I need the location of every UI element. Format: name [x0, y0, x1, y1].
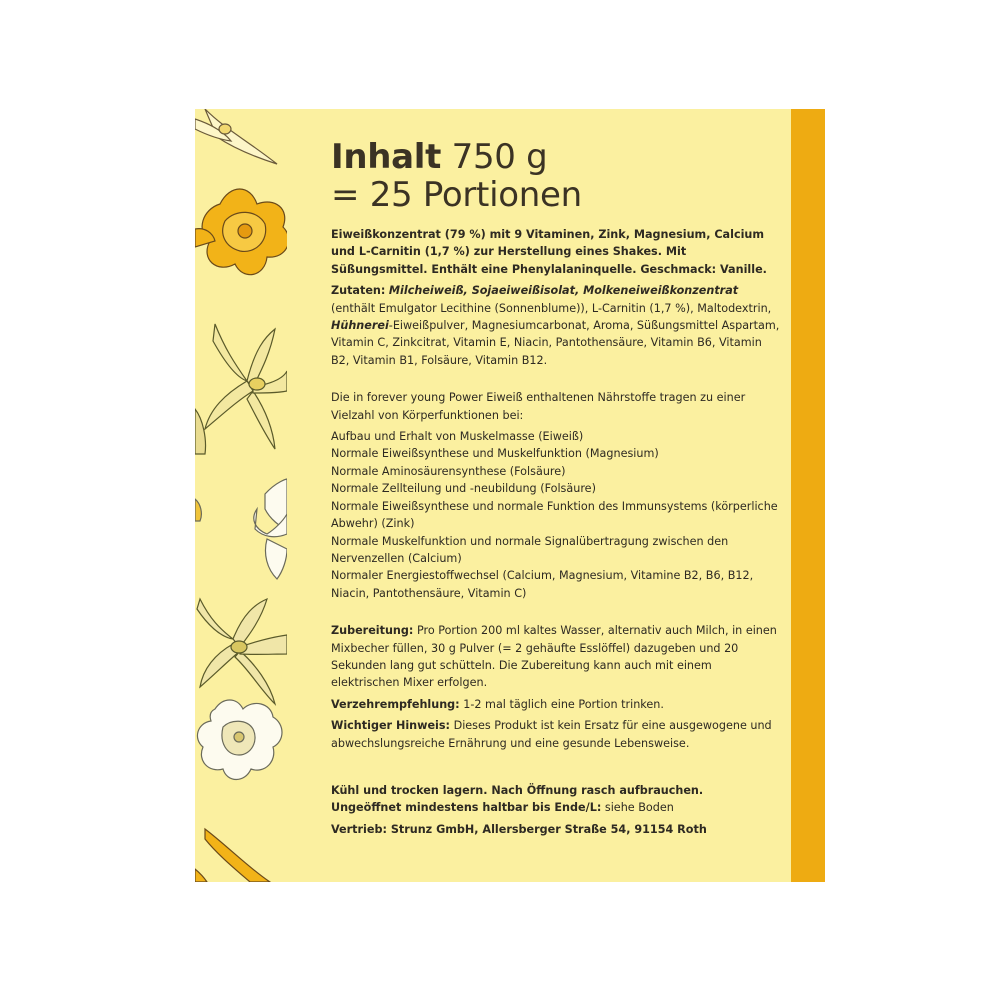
daffodil-icon — [195, 189, 287, 275]
claims-list — [331, 428, 781, 602]
claim-item: Normale Eiweißsynthese und Muskelfunktion (Magnesium) — [331, 447, 659, 461]
headline-amount: 750 g — [451, 137, 548, 177]
white-blossom-icon — [195, 479, 287, 579]
claims-intro: Die in forever young Power Eiweiß enthaltenen Nährstoffe tragen zu einer Vielzahl von Körperfunktionen bei: — [331, 391, 746, 422]
claim-item: Normale Aminosäurensynthese (Folsäure) — [331, 464, 566, 478]
flower-decoration-strip — [195, 109, 287, 882]
notice-body: Dieses Produkt ist kein Ersatz für eine ausgewogene und abwechslungsreiche Ernährung und eine gesunde Lebensweise. — [331, 719, 772, 750]
notice-label: Wichtiger Hinweis: — [331, 719, 451, 733]
claim-item: Aufbau und Erhalt von Muskelmasse (Eiweiß) — [331, 430, 584, 444]
best-before-text — [331, 799, 781, 816]
claim-item: Normale Zellteilung und -neubildung (Folsäure) — [331, 482, 596, 496]
storage-text: Kühl und trocken lagern. Nach Öffnung rasch aufbrauchen. — [331, 783, 704, 797]
ingredients-part1: (enthält Emulgator Lecithine (Sonnenblume)), L-Carnitin (1,7 %), Maltodextrin, — [331, 301, 772, 315]
ingredients-label: Zutaten: — [331, 284, 386, 298]
distributor-text: Vertrieb: Strunz GmbH, Allersberger Straße 54, 91154 Roth — [331, 822, 707, 836]
product-label-panel — [195, 109, 825, 882]
recommendation-body: 1-2 mal täglich eine Portion trinken. — [463, 697, 664, 711]
vanilla-flower-icon — [195, 109, 287, 882]
claim-item: Normale Muskelfunktion und normale Signalübertragung zwischen den Nervenzellen (Calcium) — [331, 534, 729, 565]
ingredients-text — [331, 282, 781, 369]
claim-item: Normaler Energiestoffwechsel (Calcium, Magnesium, Vitamine B2, B6, B12, Niacin, Pantothensäure, Vitamin C) — [331, 569, 754, 600]
ingredients-allergens: Milcheiweiß, Sojaeiweißisolat, Molkeneiweißkonzentrat — [388, 284, 739, 298]
notice-text — [331, 717, 781, 752]
accent-side-bar — [791, 109, 825, 882]
claim-item: Normale Eiweißsynthese und normale Funktion des Immunsystems (körperliche Abwehr) (Zink) — [331, 499, 778, 531]
preparation-body: Pro Portion 200 ml kaltes Wasser, alternativ auch Milch, in einen Mixbecher füllen, 30 g Pulver (= 2 gehäufte Esslöffel) dazugeben und 20 Sekunden lang gut schütteln. Die Zubereitung kann auch mit einem elektrischen Mixer erfolgen. — [331, 624, 777, 690]
recommendation-text — [331, 696, 781, 713]
ingredients-part2: -Eiweißpulver, Magnesiumcarbonat, Aroma, Süßungsmittel Aspartam, Vitamin C, Zinkcitrat, Vitamin E, Niacin, Pantothensäure, Vitamin B6, Vitamin B2, Vitamin B1, Folsäure, Vitamin B12. — [331, 319, 780, 367]
headline-word: Inhalt — [331, 137, 442, 177]
ingredients-allergen-egg: Hühnerei — [331, 319, 389, 333]
product-description: Eiweißkonzentrat (79 %) mit 9 Vitaminen, Zink, Magnesium, Calcium und L-Carnitin (1,7 %) zur Herstellung eines Shakes. Mit Süßungsmittel. Enthält eine Phenylalaninquelle. Geschmack: Vanille. — [331, 228, 767, 276]
recommendation-label: Verzehrempfehlung: — [331, 697, 460, 711]
best-before-label: Ungeöffnet mindestens haltbar bis Ende/L: — [331, 801, 602, 815]
preparation-text — [331, 622, 781, 692]
label-text-content — [331, 138, 781, 838]
preparation-label: Zubereitung: — [331, 624, 414, 638]
best-before-body: siehe Boden — [604, 801, 674, 815]
content-headline — [331, 138, 781, 214]
headline-portions: = 25 Portionen — [331, 175, 582, 215]
